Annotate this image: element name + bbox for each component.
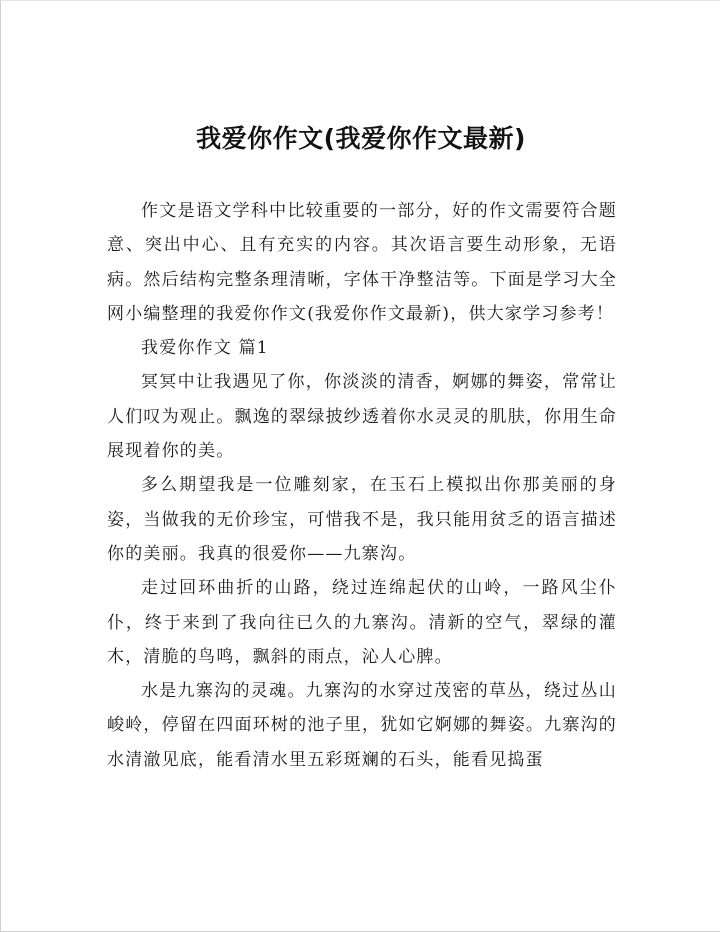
document-body	[107, 194, 617, 777]
body-paragraph: 冥冥中让我遇见了你，你淡淡的清香，婀娜的舞姿，常常让人们叹为观止。飘逸的翠绿披纱透着你水灵灵的肌肤，你用生命展现着你的美。	[107, 372, 617, 462]
section-heading: 我爱你作文 篇1	[141, 338, 269, 359]
body-paragraph: 走过回环曲折的山路，绕过连绵起伏的山岭，一路风尘仆仆，终于来到了我向往已久的九寨沟。清新的空气，翠绿的灌木，清脆的鸟鸣，飘斜的雨点，沁人心脾。	[107, 578, 617, 667]
document-title: 我爱你作文(我爱你作文最新)	[196, 124, 526, 153]
intro-paragraph: 作文是语文学科中比较重要的一部分，好的作文需要符合题意、突出中心、且有充实的内容。其次语言要生动形象，无语病。然后结构完整条理清晰，字体干净整洁等。下面是学习大全网小编整理的我爱你作文(我爱你作文最新)，供大家学习参考！	[107, 201, 617, 324]
body-paragraph: 水是九寨沟的灵魂。九寨沟的水穿过茂密的草丛，绕过丛山峻岭，停留在四面环树的池子里，犹如它婀娜的舞姿。九寨沟的水清澈见底，能看清水里五彩斑斓的石头，能看见捣蛋	[107, 681, 617, 770]
body-paragraph: 多么期望我是一位雕刻家，在玉石上模拟出你那美丽的身姿，当做我的无价珍宝，可惜我不是，我只能用贫乏的语言描述你的美丽。我真的很爱你——九寨沟。	[107, 475, 617, 564]
